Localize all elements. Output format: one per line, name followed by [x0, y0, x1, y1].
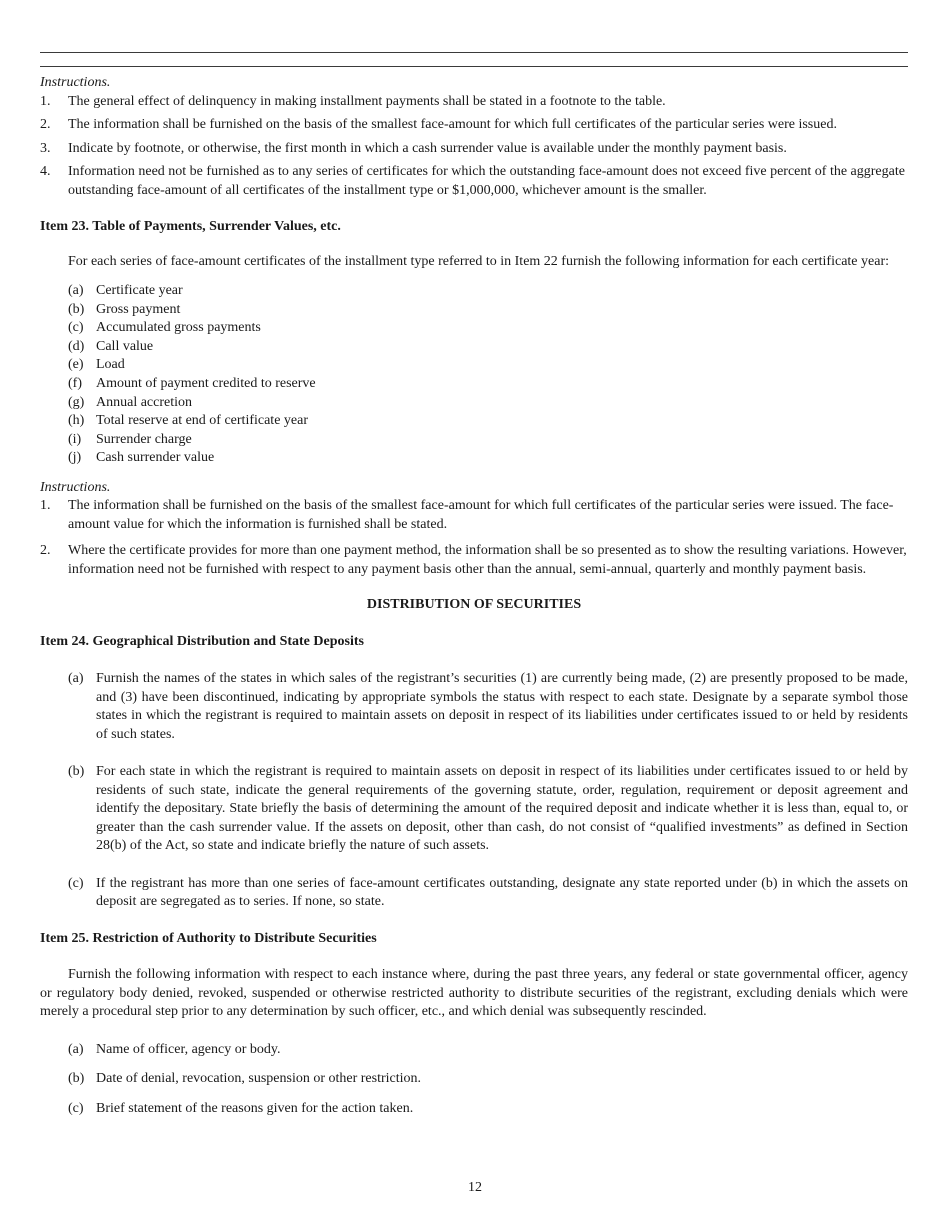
list-item: (a) Name of officer, agency or body. — [68, 1041, 281, 1057]
list-item: (f) Amount of payment credited to reserve — [68, 375, 316, 391]
list-item: (j) Cash surrender value — [68, 450, 215, 466]
item-text: The information shall be furnished on the basis of the smallest face-amount for which full certificates of the particular series were issued. The face-amount value for which the information is furnished shall be stated. — [68, 498, 894, 532]
item-number: 4. — [40, 164, 51, 179]
item-number: 3. — [40, 140, 51, 156]
item-text: The information shall be furnished on the basis of the smallest face-amount for which full certificates of the particular series were issued. — [68, 117, 837, 132]
instructions-list-2 — [40, 497, 908, 579]
instructions-list-1 — [40, 93, 908, 201]
list-item — [40, 542, 908, 579]
page-body — [40, 74, 908, 1118]
list-item: (c) Brief statement of the reasons given for the action taken. — [68, 1100, 414, 1116]
instructions-heading: Instructions. — [40, 479, 111, 495]
list-item — [40, 140, 908, 159]
item-text: Indicate by footnote, or otherwise, the first month in which a cash surrender value is available under the monthly payment basis. — [68, 140, 787, 156]
item-number: 1. — [40, 93, 51, 109]
list-item: (i) Surrender charge — [68, 431, 192, 447]
item-23-intro: For each series of face-amount certificates of the installment type referred to in Item 22 furnish the following information for each certificate year: — [68, 253, 889, 269]
item-25-intro: Furnish the following information with respect to each instance where, during the past three years, any federal or state governmental officer, agency or regulatory body denied, revoked, suspended or otherwise restricted authority to distribute securities of the registrant, excluding denials which were merely a procedural step prior to any determination by such officer, etc., and which denial was subsequently rescinded. — [40, 967, 908, 1020]
top-rule-2 — [40, 66, 908, 67]
list-item — [40, 163, 908, 200]
item-number: 2. — [40, 543, 51, 559]
item-23-heading: Item 23. Table of Payments, Surrender Values, etc. — [40, 219, 341, 234]
item-text: The general effect of delinquency in making installment payments shall be stated in a footnote to the table. — [68, 93, 666, 109]
item-number: 1. — [40, 498, 51, 514]
list-item: (c) If the registrant has more than one series of face-amount certificates outstanding, designate any state reported under (b) in which the assets on deposit are segregated as to series. If none, so state. — [68, 875, 908, 910]
section-heading: DISTRIBUTION OF SECURITIES — [366, 597, 582, 613]
instructions-heading: Instructions. — [40, 75, 111, 90]
list-item: (d) Call value — [68, 338, 154, 354]
list-item: (b) Date of denial, revocation, suspension or other restriction. — [68, 1071, 422, 1087]
list-item: (b) Gross payment — [68, 301, 181, 317]
list-item: (e) Load — [68, 357, 125, 373]
item-24-heading: Item 24. Geographical Distribution and State Deposits — [40, 633, 364, 649]
page-number: 12 — [468, 1180, 482, 1195]
item-23-list — [68, 282, 908, 468]
list-item — [40, 116, 908, 135]
list-item: (a) Certificate year — [68, 283, 183, 298]
list-item: (a) Furnish the names of the states in which sales of the registrant’s securities (1) are currently being made, (2) are presently proposed to be made, and (3) have been discontinued, indicating by appropriate symbols the status with respect to each state. Designate by a separate symbol those states in which the registrant is required to maintain assets on deposit in respect of its liabilities under certificates issued to or held by residents of such states. — [68, 671, 908, 742]
list-item — [40, 497, 908, 534]
top-rule-1 — [40, 52, 908, 53]
list-item: (h) Total reserve at end of certificate year — [68, 413, 309, 429]
item-25-list — [68, 1041, 908, 1119]
list-item — [40, 93, 908, 112]
list-item: (c) Accumulated gross payments — [68, 320, 261, 336]
list-item: (g) Annual accretion — [68, 394, 193, 410]
item-24-list — [68, 670, 908, 912]
item-text: Information need not be furnished as to any series of certificates for which the outstanding face-amount does not exceed five percent of the aggregate outstanding face-amount of all certificates of the installment type or $1,000,000, whichever amount is the smaller. — [68, 164, 905, 198]
item-text: Where the certificate provides for more than one payment method, the information shall be so presented as to show the resulting variations. However, information need not be furnished with respect to any payment basis other than the annual, semi-annual, quarterly and monthly payment basis. — [68, 543, 907, 577]
item-number: 2. — [40, 117, 51, 132]
list-item: (b) For each state in which the registrant is required to maintain assets on deposit in respect of its liabilities under certificates issued to or held by residents of such state, indicate the general requirements of the governing statute, order, regulation, requirement or deposit agreement and identify the depositary. State briefly the basis of determining the amount of the required deposit and indicate whether it is less than, equal to, or greater than the cash surrender value. If the assets on deposit, other than cash, do not consist of “qualified investments” as defined in Section 28(b) of the Act, so state and indicate briefly the nature of such assets. — [68, 764, 908, 854]
item-25-heading: Item 25. Restriction of Authority to Distribute Securities — [40, 930, 377, 946]
